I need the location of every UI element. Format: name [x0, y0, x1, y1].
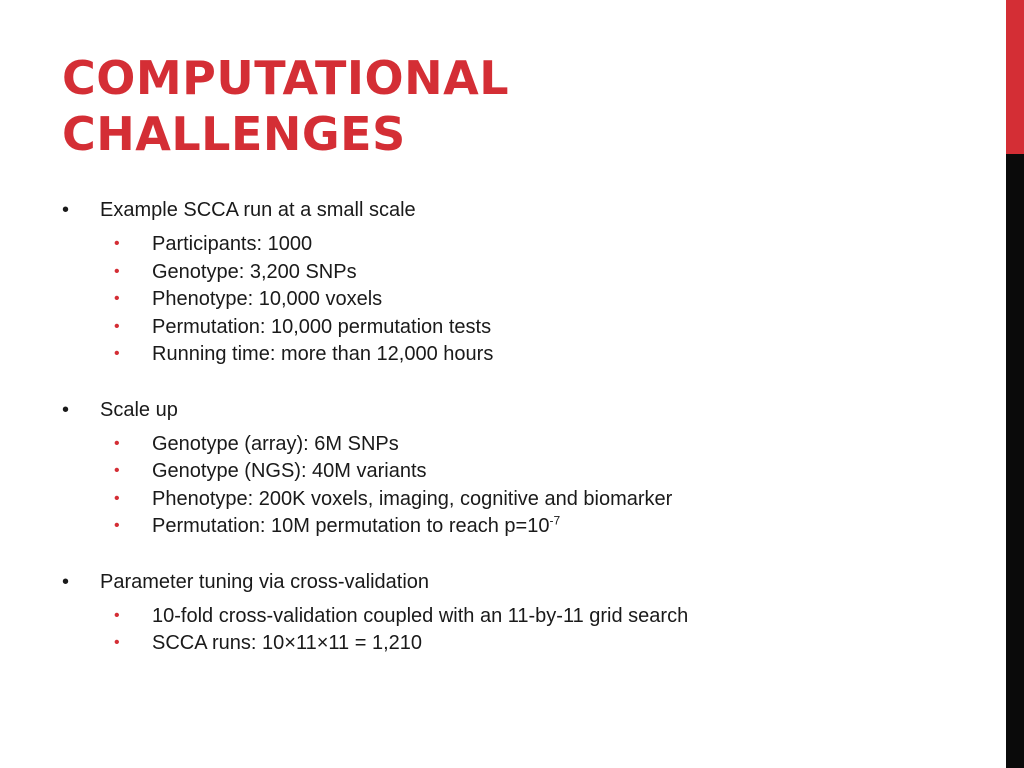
- bullet-text: Scale up: [100, 398, 178, 421]
- bullet-item: [62, 568, 962, 596]
- sub-bullet-marker: •: [114, 235, 120, 252]
- sub-bullet-item: [62, 231, 962, 259]
- sub-bullet-item: [62, 314, 962, 342]
- sub-bullet-text: Genotype (array): 6M SNPs: [152, 432, 399, 455]
- section-gap: [62, 369, 962, 396]
- sub-bullet-marker: •: [114, 317, 120, 335]
- sub-bullet-marker: •: [114, 345, 120, 362]
- slide-title-line-2: CHALLENGES: [62, 107, 406, 161]
- sub-bullet-text: SCCA runs: 10×11×11 = 1,210: [152, 632, 423, 654]
- sub-bullet-marker: •: [114, 606, 120, 624]
- sub-bullet-text: Permutation: 10M permutation to reach p=10: [152, 515, 550, 537]
- sub-bullet-text: 10-fold cross-validation coupled with an 11-by-11 grid search: [152, 604, 689, 627]
- sub-bullet-item: [62, 341, 962, 369]
- sub-bullet-item: [62, 458, 962, 486]
- sub-bullet-item: [62, 486, 962, 514]
- sub-bullet-item: [62, 630, 962, 658]
- edge-accent-block: [1006, 0, 1024, 154]
- sub-bullet-marker: •: [114, 634, 120, 651]
- bullet-text: Example SCCA run at a small scale: [100, 199, 416, 221]
- exponent: -7: [549, 513, 561, 528]
- bullet-text: Parameter tuning via cross-validation: [100, 570, 430, 593]
- sub-bullet-marker: •: [114, 517, 120, 534]
- sub-bullet-item: [62, 259, 962, 287]
- sub-bullet-item: [62, 603, 962, 631]
- sub-bullet-item: [62, 286, 962, 314]
- sub-bullet-text: Participants: 1000: [152, 233, 313, 255]
- sub-bullet-text: Phenotype: 10,000 voxels: [152, 288, 383, 310]
- slide-title-line-1: COMPUTATIONAL: [62, 51, 510, 105]
- sub-bullet-marker: •: [114, 434, 120, 452]
- sub-bullet-marker: •: [114, 462, 120, 479]
- sub-bullet-item: [62, 513, 962, 541]
- slide-title: [62, 50, 962, 162]
- sub-bullet-marker: •: [114, 290, 120, 307]
- bullet-marker: •: [62, 570, 70, 593]
- sub-bullet-item: [62, 431, 962, 459]
- bullet-item: [62, 196, 962, 224]
- sub-bullet-list: [62, 231, 962, 369]
- sub-bullet-text: Genotype: 3,200 SNPs: [152, 260, 357, 283]
- sub-bullet-list: [62, 431, 962, 541]
- bullet-marker: •: [62, 199, 70, 221]
- bullet-item: [62, 396, 962, 424]
- sub-bullet-text: Phenotype: 200K voxels, imaging, cognitive and biomarker: [152, 487, 673, 510]
- sub-bullet-marker: •: [114, 262, 120, 280]
- sub-bullet-marker: •: [114, 489, 120, 507]
- section-gap: [62, 541, 962, 568]
- bullet-marker: •: [62, 398, 70, 421]
- edge-dark-block: [1006, 154, 1024, 768]
- sub-bullet-list: [62, 603, 962, 658]
- sub-bullet-text: Running time: more than 12,000 hours: [152, 343, 494, 365]
- sub-bullet-text: Permutation: 10,000 permutation tests: [152, 315, 492, 338]
- sub-bullet-text: Genotype (NGS): 40M variants: [152, 460, 427, 482]
- slide-body: [62, 196, 962, 658]
- edge-decoration-bar: [1006, 0, 1024, 768]
